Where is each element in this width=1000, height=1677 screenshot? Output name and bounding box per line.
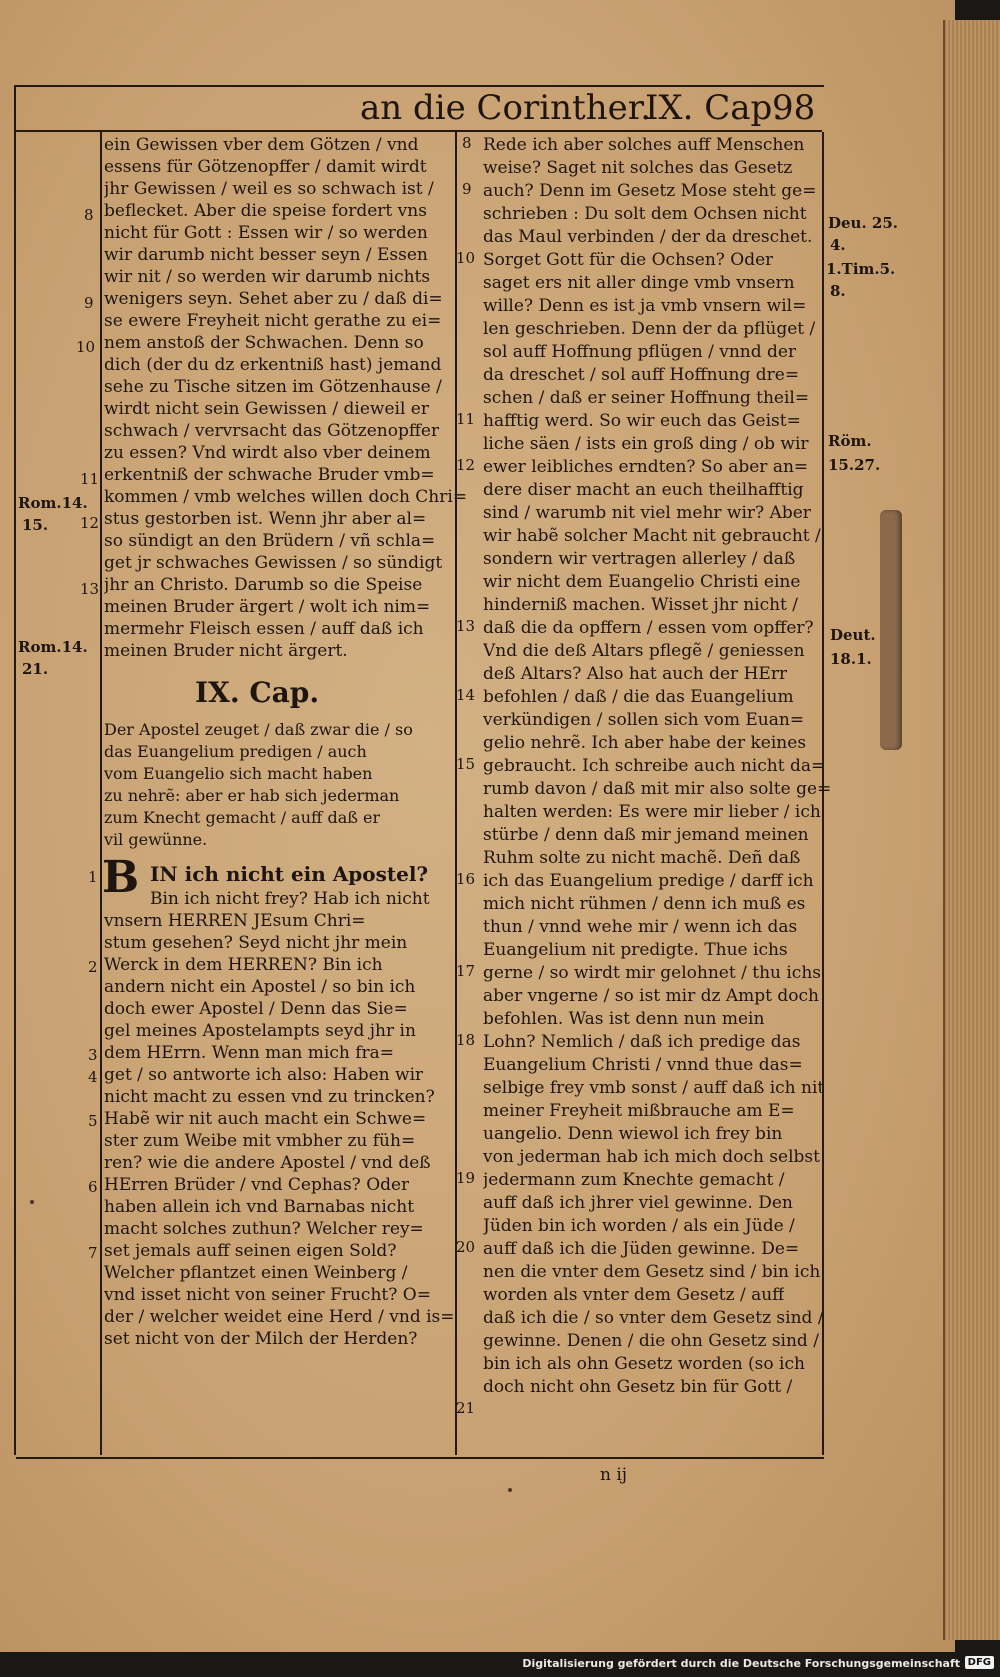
text-line: schrieben : Du solt dem Ochsen nicht <box>483 204 807 224</box>
left-rule <box>14 85 16 1455</box>
verse-number: 4 <box>88 1068 98 1086</box>
text-line: Rede ich aber solches auff Menschen <box>483 135 805 155</box>
text-line: Lohn? Nemlich / daß ich predige das <box>483 1032 801 1052</box>
text-line: wenigers seyn. Sehet aber zu / daß di= <box>104 289 443 309</box>
verse-number: 8 <box>462 134 472 152</box>
text-line: halten werden: Es were mir lieber / ich <box>483 802 821 822</box>
text-line: sehe zu Tische sitzen im Götzenhause / <box>104 377 442 397</box>
text-line: doch nicht ohn Gesetz bin für Gott / <box>483 1377 793 1397</box>
text-line: andern nicht ein Apostel / so bin ich <box>104 977 416 997</box>
text-line: HErren Brüder / vnd Cephas? Oder <box>104 1175 410 1195</box>
text-line: sol auff Hoffnung pflügen / vnnd der <box>483 342 797 362</box>
text-line: auff daß ich jhrer viel gewinne. Den <box>483 1193 793 1213</box>
text-line: wir darumb nicht besser seyn / Essen <box>104 245 428 265</box>
text-line: schwach / vervrsacht das Götzenopffer <box>104 421 440 441</box>
dfg-logo: DFG <box>965 1656 994 1669</box>
summary-line: zu nehrẽ: aber er hab sich jederman <box>104 786 400 805</box>
text-line: dich (der du dz erkentniß hast) jemand <box>104 355 442 375</box>
text-line: gerne / so wirdt mir gelohnet / thu ichs <box>483 963 821 983</box>
verse-number: 11 <box>456 410 476 428</box>
book-clasp <box>880 510 902 750</box>
verse-number: 5 <box>88 1112 98 1130</box>
text-line: von jederman hab ich mich doch selbst <box>483 1147 820 1167</box>
right-column <box>483 134 832 1454</box>
margin-reference: Rom.14. <box>18 494 88 512</box>
text-line: gelio nehrẽ. Ich aber habe der keines <box>483 733 807 753</box>
ink-spot <box>30 1200 34 1204</box>
running-chapter: IX. Cap. <box>645 88 784 128</box>
verse-number: 6 <box>88 1178 98 1196</box>
text-line: Euangelium Christi / vnnd thue das= <box>483 1055 803 1075</box>
verse-number: 16 <box>456 870 476 888</box>
text-line: dem HErrn. Wenn man mich fra= <box>104 1043 394 1063</box>
text-line: mich nicht rühmen / denn ich muß es <box>483 894 806 914</box>
text-line: gel meines Apostelampts seyd jhr in <box>104 1021 416 1041</box>
verse-number: 13 <box>456 617 476 635</box>
verse-number: 10 <box>456 249 476 267</box>
text-line: jedermann zum Knechte gemacht / <box>483 1170 785 1190</box>
text-line: jhr an Christo. Darumb so die Speise <box>104 575 423 595</box>
page-edges <box>943 20 1000 1640</box>
margin-reference: Röm. <box>828 432 872 450</box>
verse-number: 11 <box>80 470 100 488</box>
verse-number: 20 <box>456 1238 476 1256</box>
verse-number: 14 <box>456 686 476 704</box>
text-line: meiner Freyheit mißbrauche am E= <box>483 1101 795 1121</box>
text-line: selbige frey vmb sonst / auff daß ich nit <box>483 1078 825 1098</box>
digitization-footer <box>0 1652 1000 1677</box>
text-line: daß ich die / so vnter dem Gesetz sind / <box>483 1308 824 1328</box>
text-line: beflecket. Aber die speise fordert vns <box>104 201 427 221</box>
verse-number: 3 <box>88 1046 98 1064</box>
text-line: der / welcher weidet eine Herd / vnd is= <box>104 1307 455 1327</box>
text-line: Euangelium nit predigte. Thue ichs <box>483 940 788 960</box>
text-line: da dreschet / sol auff Hoffnung dre= <box>483 365 800 385</box>
summary-line: vom Euangelio sich macht haben <box>104 764 373 783</box>
text-line: vnd isset nicht von seiner Frucht? O= <box>104 1285 431 1305</box>
verse-number: 10 <box>76 338 96 356</box>
text-line: auff daß ich die Jüden gewinne. De= <box>483 1239 800 1259</box>
margin-reference: 18.1. <box>830 650 872 668</box>
text-line: saget ers nit aller dinge vmb vnsern <box>483 273 795 293</box>
text-line: essens für Götzenopffer / damit wirdt <box>104 157 427 177</box>
text-line: stus gestorben ist. Wenn jhr aber al= <box>104 509 427 529</box>
column-divider <box>455 132 457 1455</box>
text-line: macht solches zuthun? Welcher rey= <box>104 1219 424 1239</box>
text-line: zu essen? Vnd wirdt also vber deinem <box>104 443 431 463</box>
text-line: deß Altars? Also hat auch der HErr <box>483 664 788 684</box>
text-line: nen die vnter dem Gesetz sind / bin ich <box>483 1262 821 1282</box>
text-line: aber vngerne / so ist mir dz Ampt doch <box>483 986 819 1006</box>
text-line: befohlen / daß / die das Euangelium <box>483 687 794 707</box>
text-line: nem anstoß der Schwachen. Denn so <box>104 333 424 353</box>
text-line: das Maul verbinden / der da dreschet. <box>483 227 813 247</box>
text-line: len geschrieben. Denn der da pflüget / <box>483 319 816 339</box>
text-line: auch? Denn im Gesetz Mose steht ge= <box>483 181 817 201</box>
summary-line: zum Knecht gemacht / auff daß er <box>104 808 381 827</box>
verse-number: 12 <box>80 514 100 532</box>
summary-line: vil gewünne. <box>104 830 208 849</box>
verse-number: 21 <box>456 1399 476 1417</box>
header-rule <box>14 130 822 132</box>
text-line: so sündigt an den Brüdern / vñ schla= <box>104 531 436 551</box>
chapter-heading: IX. Cap. <box>195 676 320 709</box>
text-line: stum gesehen? Seyd nicht jhr mein <box>104 933 408 953</box>
verse-number: 2 <box>88 958 98 976</box>
text-line: Werck in dem HERREN? Bin ich <box>104 955 383 975</box>
text-line: ren? wie die andere Apostel / vnd deß <box>104 1153 431 1173</box>
text-line: Welcher pflantzet einen Weinberg / <box>104 1263 408 1283</box>
margin-reference: Deu. 25. <box>828 214 898 232</box>
text-line: sind / warumb nit viel mehr wir? Aber <box>483 503 811 523</box>
verse-number: 19 <box>456 1169 476 1187</box>
text-line: se ewere Freyheit nicht gerathe zu ei= <box>104 311 442 331</box>
text-line: worden als vnter dem Gesetz / auff <box>483 1285 785 1305</box>
text-line: vnsern HERREN JEsum Chri= <box>104 911 366 931</box>
margin-reference: Deut. <box>830 626 876 644</box>
text-line: uangelio. Denn wiewol ich frey bin <box>483 1124 783 1144</box>
text-line: haben allein ich vnd Barnabas nicht <box>104 1197 415 1217</box>
text-line: Habẽ wir nit auch macht ein Schwe= <box>104 1109 427 1129</box>
text-line: nicht für Gott : Essen wir / so werden <box>104 223 428 243</box>
verse-number: 1 <box>88 868 98 886</box>
verse-number: 7 <box>88 1244 98 1262</box>
summary-line: das Euangelium predigen / auch <box>104 742 367 761</box>
text-line: bin ich als ohn Gesetz worden (so ich <box>483 1354 805 1374</box>
text-line: stürbe / denn daß mir jemand meinen <box>483 825 809 845</box>
page-number: 98 <box>772 88 816 128</box>
verse-number: 18 <box>456 1031 476 1049</box>
text-line: set jemals auff seinen eigen Sold? <box>104 1241 397 1261</box>
text-line: dere diser macht an euch theilhafftig <box>483 480 804 500</box>
left-column-lower <box>104 888 455 1358</box>
running-title: an die Corinther. <box>360 88 652 128</box>
margin-reference: 21. <box>22 660 49 678</box>
verse-number: 9 <box>462 180 472 198</box>
text-line: gewinne. Denen / die ohn Gesetz sind / <box>483 1331 819 1351</box>
text-line: Jüden bin ich worden / als ein Jüde / <box>483 1216 795 1236</box>
text-line: wir nicht dem Euangelio Christi eine <box>483 572 801 592</box>
text-line: hafftig werd. So wir euch das Geist= <box>483 411 801 431</box>
text-line: thun / vnnd wehe mir / wenn ich das <box>483 917 798 937</box>
verse-number: 12 <box>456 456 476 474</box>
verse-number: 17 <box>456 962 476 980</box>
text-line: verkündigen / sollen sich vom Euan= <box>483 710 805 730</box>
text-line: weise? Saget nit solches das Gesetz <box>483 158 793 178</box>
footer-credit: Digitalisierung gefördert durch die Deutsche Forschungsgemeinschaft <box>522 1657 960 1670</box>
left-margin-rule <box>100 132 102 1455</box>
verse-number: 15 <box>456 755 476 773</box>
verse-number: 8 <box>84 206 94 224</box>
text-line: ein Gewissen vber dem Götzen / vnd <box>104 135 419 155</box>
text-line: ich das Euangelium predige / darff ich <box>483 871 814 891</box>
text-line: hinderniß machen. Wisset jhr nicht / <box>483 595 799 615</box>
text-line: ewer leibliches erndten? So aber an= <box>483 457 809 477</box>
text-line: erkentniß der schwache Bruder vmb= <box>104 465 435 485</box>
text-line: befohlen. Was ist denn nun mein <box>483 1009 765 1029</box>
text-line: wille? Denn es ist ja vmb vnsern wil= <box>483 296 807 316</box>
text-line: jhr Gewissen / weil es so schwach ist / <box>104 179 434 199</box>
ink-spot <box>508 1488 512 1492</box>
text-line: rumb davon / daß mit mir also solte ge= <box>483 779 832 799</box>
text-line: kommen / vmb welches willen doch Chri= <box>104 487 468 507</box>
text-line: wirdt nicht sein Gewissen / dieweil er <box>104 399 429 419</box>
margin-reference: 15.27. <box>828 456 881 474</box>
text-line: daß die da opffern / essen vom opffer? <box>483 618 814 638</box>
text-line: nicht macht zu essen vnd zu trincken? <box>104 1087 435 1107</box>
text-line: liche säen / ists ein groß ding / ob wir <box>483 434 809 454</box>
text-line: Bin ich nicht frey? Hab ich nicht <box>150 889 430 909</box>
margin-reference: 4. <box>830 236 846 254</box>
text-line: mermehr Fleisch essen / auff daß ich <box>104 619 424 639</box>
chapter-summary <box>104 718 434 858</box>
text-line: set nicht von der Milch der Herden? <box>104 1329 418 1349</box>
margin-reference: Rom.14. <box>18 638 88 656</box>
text-line: gebraucht. Ich schreibe auch nicht da= <box>483 756 826 776</box>
text-line: sondern wir vertragen allerley / daß <box>483 549 796 569</box>
text-line: Vnd die deß Altars pflegẽ / geniessen <box>483 641 805 661</box>
text-line: get jr schwaches Gewissen / so sündigt <box>104 553 443 573</box>
text-line: get / so antworte ich also: Haben wir <box>104 1065 424 1085</box>
text-line: schen / daß er seiner Hoffnung theil= <box>483 388 810 408</box>
text-line: meinen Bruder ärgert / wolt ich nim= <box>104 597 431 617</box>
text-line: wir nit / so werden wir darumb nichts <box>104 267 431 287</box>
text-line: Ruhm solte zu nicht machẽ. Deñ daß <box>483 848 801 868</box>
text-line: wir habẽ solcher Macht nit gebraucht / <box>483 526 821 546</box>
text-line: Sorget Gott für die Ochsen? Oder <box>483 250 774 270</box>
signature-mark: n ij <box>600 1465 628 1485</box>
text-line: ster zum Weibe mit vmbher zu füh= <box>104 1131 416 1151</box>
running-head <box>360 88 820 128</box>
margin-reference: 8. <box>830 282 846 300</box>
opening-line: IN ich nicht ein Apostel? <box>150 862 429 886</box>
verse-number: 13 <box>80 580 100 598</box>
margin-reference: 1.Tim.5. <box>826 260 896 278</box>
verse-number: 9 <box>84 294 94 312</box>
text-line: doch ewer Apostel / Denn das Sie= <box>104 999 408 1019</box>
text-line: meinen Bruder nicht ärgert. <box>104 641 348 661</box>
margin-reference: 15. <box>22 516 49 534</box>
drop-initial: B <box>102 852 140 903</box>
summary-line: Der Apostel zeuget / daß zwar die / so <box>104 720 413 739</box>
